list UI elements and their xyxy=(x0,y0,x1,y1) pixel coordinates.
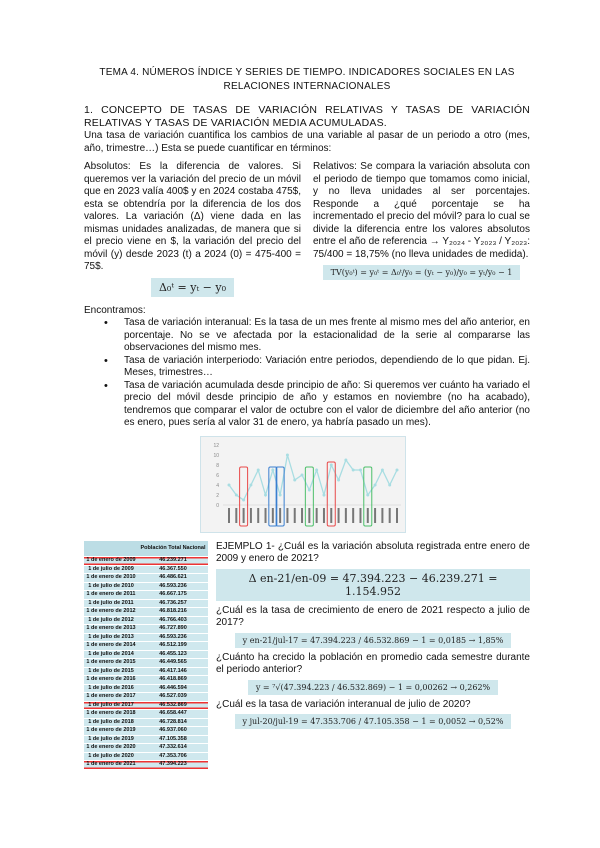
population-cell: 47.332.614 xyxy=(138,744,208,753)
table-row xyxy=(84,718,208,727)
data-point xyxy=(228,483,231,486)
table-header: Población Total Nacional xyxy=(138,541,208,557)
table-row xyxy=(84,574,208,583)
population-cell: 46.446.594 xyxy=(138,684,208,693)
x-tick-label xyxy=(286,508,288,523)
table-row xyxy=(84,693,208,702)
x-tick-label xyxy=(301,508,303,523)
table-row xyxy=(84,752,208,761)
data-point xyxy=(271,468,274,471)
date-cell: 1 de enero de 2010 xyxy=(84,574,138,583)
population-cell: 46.736.257 xyxy=(138,599,208,608)
x-tick-label xyxy=(279,508,281,523)
absolutos-formula: Δ₀ᵗ = yₜ − y₀ xyxy=(151,278,234,297)
population-cell: 47.105.358 xyxy=(138,735,208,744)
date-cell: 1 de julio de 2017 xyxy=(84,701,138,710)
data-point xyxy=(301,473,304,476)
date-cell: 1 de julio de 2010 xyxy=(84,582,138,591)
encontramos-block xyxy=(84,305,530,430)
data-point xyxy=(315,468,318,471)
y-tick-label: 10 xyxy=(213,452,219,459)
table-row xyxy=(84,608,208,617)
population-cell: 46.532.869 xyxy=(138,701,208,710)
two-column-block xyxy=(84,161,530,297)
data-point xyxy=(308,488,311,491)
data-point xyxy=(264,493,267,496)
bullet-interanual: • Tasa de variación interanual: Es la tasa de un mes frente al mismo mes del año anterior, en porcentaje. No se ve afectada por la estacionalidad de la serie al compararse las observaciones del mismo mes. xyxy=(104,317,530,355)
data-point xyxy=(366,493,369,496)
data-point xyxy=(286,453,289,456)
table-row xyxy=(84,616,208,625)
example-4-formula: y jul-20/jul-19 = 47.353.706 / 47.105.358 − 1 = 0,0052 → 0,52% xyxy=(235,714,512,729)
date-cell: 1 de julio de 2009 xyxy=(84,565,138,574)
date-cell: 1 de julio de 2012 xyxy=(84,616,138,625)
data-point xyxy=(381,468,384,471)
date-cell: 1 de enero de 2009 xyxy=(84,557,138,566)
date-cell: 1 de enero de 2014 xyxy=(84,642,138,651)
population-cell: 46.593.236 xyxy=(138,582,208,591)
example-4-question: ¿Cuál es la tasa de variación interanual de julio de 2020? xyxy=(216,698,471,710)
date-cell: 1 de julio de 2018 xyxy=(84,718,138,727)
date-cell: 1 de julio de 2013 xyxy=(84,633,138,642)
x-tick-label xyxy=(243,508,245,523)
x-tick-label xyxy=(330,508,332,523)
example-3-formula: y = ⁷√(47.394.223 / 46.532.869) − 1 = 0,00262 → 0,262% xyxy=(248,680,498,695)
data-point xyxy=(396,468,399,471)
population-cell: 46.367.550 xyxy=(138,565,208,574)
x-tick-label xyxy=(374,508,376,523)
population-cell: 46.449.565 xyxy=(138,659,208,668)
data-point xyxy=(352,468,355,471)
y-tick-label: 6 xyxy=(216,472,219,479)
x-tick-label xyxy=(257,508,259,523)
population-cell: 47.394.223 xyxy=(138,761,208,770)
date-cell: 1 de julio de 2011 xyxy=(84,599,138,608)
table-row xyxy=(84,650,208,659)
line-chart xyxy=(200,436,406,533)
examples-section xyxy=(84,541,530,770)
table-row xyxy=(84,557,208,566)
document-title: TEMA 4. NÚMEROS ÍNDICE Y SERIES DE TIEMPO. INDICADORES SOCIALES EN LAS RELACIONES INTERNACIONALES xyxy=(99,67,515,92)
population-cell: 46.658.447 xyxy=(138,710,208,719)
bullet-interperiodo: • Tasa de variación interperiodo: Variación entre periodos, dependiendo de lo que pidan. Ej. Meses, trimestres… xyxy=(104,355,530,380)
x-tick-label xyxy=(389,508,391,523)
example-1-question: EJEMPLO 1- ¿Cuál es la variación absoluta registrada entre enero de 2009 y enero de 2021? xyxy=(216,540,530,564)
table-row xyxy=(84,599,208,608)
population-cell: 46.667.175 xyxy=(138,591,208,600)
data-point xyxy=(257,468,260,471)
y-tick-label: 8 xyxy=(216,462,219,469)
table-row xyxy=(84,727,208,736)
data-point xyxy=(242,498,245,501)
date-cell: 1 de enero de 2019 xyxy=(84,727,138,736)
y-tick-label: 12 xyxy=(213,442,219,449)
data-point xyxy=(249,483,252,486)
y-tick-label: 4 xyxy=(216,482,219,489)
x-tick-label xyxy=(250,508,252,523)
example-2-formula: y en-21/jul-17 = 47.394.223 / 46.532.869 − 1 = 0,0185 → 1,85% xyxy=(235,633,512,648)
population-cell: 46.937.060 xyxy=(138,727,208,736)
population-cell: 46.417.146 xyxy=(138,667,208,676)
table-row xyxy=(84,701,208,710)
x-tick-label xyxy=(396,508,398,523)
x-tick-label xyxy=(235,508,237,523)
table-row xyxy=(84,676,208,685)
y-tick-label: 0 xyxy=(216,502,219,509)
date-cell: 1 de julio de 2014 xyxy=(84,650,138,659)
relativos-column xyxy=(313,161,530,297)
x-tick-label xyxy=(308,508,310,523)
population-cell: 46.239.271 xyxy=(138,557,208,566)
x-tick-label xyxy=(265,508,267,523)
table-row xyxy=(84,633,208,642)
date-cell: 1 de julio de 2016 xyxy=(84,684,138,693)
population-cell: 46.512.199 xyxy=(138,642,208,651)
y-tick-label: 2 xyxy=(216,492,219,499)
data-point xyxy=(359,468,362,471)
x-tick-label xyxy=(294,508,296,523)
x-tick-label xyxy=(381,508,383,523)
population-cell: 46.418.869 xyxy=(138,676,208,685)
population-cell: 46.728.814 xyxy=(138,718,208,727)
population-cell: 46.486.621 xyxy=(138,574,208,583)
x-tick-label xyxy=(323,508,325,523)
table-row xyxy=(84,667,208,676)
population-table xyxy=(84,541,208,770)
data-point xyxy=(344,458,347,461)
date-cell: 1 de enero de 2017 xyxy=(84,693,138,702)
data-point xyxy=(293,478,296,481)
data-point xyxy=(279,493,282,496)
table-corner xyxy=(84,541,138,557)
table-row xyxy=(84,625,208,634)
date-cell: 1 de enero de 2018 xyxy=(84,710,138,719)
absolutos-paragraph: Absolutos: Es la diferencia de valores. Si queremos ver la variación del precio de un móvil que en 2023 valía 400$ y en 2024 costaba 475$, esta se obtendría por la diferencia de los dos valores. La variación (Δ) viene dada en las mismas unidades analizadas, de manera que si el precio viene en $, la variación del precio del móvil (y) desde 2023 (t) a 2024 (0) = 475-400 = 75$. xyxy=(84,161,301,272)
table-row xyxy=(84,710,208,719)
bullet-acumulada: • Tasa de variación acumulada desde principio de año: Si queremos ver cuánto ha variado el precio del móvil desde principio de año y estamos en noviembre (no ha acabado), tendremos que comparar el valor de octubre con el valor de diciembre del año anterior (no es enero, pues sería al valor 31 de enero, ya habría pasado un mes). xyxy=(104,380,530,430)
example-3-question: ¿Cuánto ha crecido la población en promedio cada semestre durante el periodo anterior? xyxy=(216,651,530,675)
table-row xyxy=(84,659,208,668)
table-row xyxy=(84,761,208,770)
date-cell: 1 de enero de 2013 xyxy=(84,625,138,634)
data-point xyxy=(330,463,333,466)
date-cell: 1 de julio de 2019 xyxy=(84,735,138,744)
population-cell: 46.766.403 xyxy=(138,616,208,625)
x-tick-label xyxy=(338,508,340,523)
table-row xyxy=(84,735,208,744)
section-heading: 1. CONCEPTO DE TASAS DE VARIACIÓN RELATIVAS Y TASAS DE VARIACIÓN RELATIVAS Y TASAS DE VARIACIÓN MEDIA ACUMULADAS. xyxy=(84,104,530,129)
data-point xyxy=(235,493,238,496)
x-tick-label xyxy=(352,508,354,523)
date-cell: 1 de julio de 2020 xyxy=(84,752,138,761)
chart-svg xyxy=(201,437,407,534)
absolutos-column xyxy=(84,161,301,297)
x-tick-label xyxy=(359,508,361,523)
date-cell: 1 de enero de 2015 xyxy=(84,659,138,668)
x-tick-label xyxy=(228,508,230,523)
table-row xyxy=(84,565,208,574)
data-point xyxy=(337,478,340,481)
date-cell: 1 de enero de 2016 xyxy=(84,676,138,685)
date-cell: 1 de enero de 2020 xyxy=(84,744,138,753)
table-row xyxy=(84,642,208,651)
x-tick-label xyxy=(345,508,347,523)
table-row xyxy=(84,591,208,600)
x-tick-label xyxy=(316,508,318,523)
intro-paragraph: Una tasa de variación cuantifica los cambios de una variable al pasar de un periodo a otro (mes, año, trimestre…) Esta se puede cuantificar en términos: xyxy=(84,130,530,154)
date-cell: 1 de enero de 2021 xyxy=(84,761,138,770)
encontramos-label: Encontramos: xyxy=(84,304,146,316)
population-cell: 46.593.236 xyxy=(138,633,208,642)
example-1-formula: Δ en-21/en-09 = 47.394.223 − 46.239.271 = 1.154.952 xyxy=(216,569,530,601)
x-tick-label xyxy=(367,508,369,523)
table-row xyxy=(84,684,208,693)
x-tick-label xyxy=(272,508,274,523)
date-cell: 1 de enero de 2012 xyxy=(84,608,138,617)
population-cell: 46.727.890 xyxy=(138,625,208,634)
data-point xyxy=(374,483,377,486)
population-cell: 46.527.039 xyxy=(138,693,208,702)
table-row xyxy=(84,582,208,591)
examples-column xyxy=(216,541,530,734)
data-point xyxy=(322,493,325,496)
date-cell: 1 de julio de 2015 xyxy=(84,667,138,676)
relativos-paragraph: Relativos: Se compara la variación absoluta con el periodo de tiempo que tomamos como inicial, y no lleva unidades al ser porcentajes. Responde a ¿qué porcentaje se ha incrementado el precio del móvil? para lo cual se divide la diferencia entre los valores absolutos entre el año de referencia → Y₂₀₂₄ - Y₂₀₂₃ / Y₂₀₂₃: 75/400 = 18,75% (no lleva unidades de medida). xyxy=(313,161,530,260)
population-cell: 46.818.216 xyxy=(138,608,208,617)
relativos-formula: TV(y₀ᵗ) = y₀ᵗ = Δ₀ᵗ/y₀ = (yₜ − y₀)/y₀ = yₜ/y₀ − 1 xyxy=(323,265,521,280)
population-cell: 46.455.123 xyxy=(138,650,208,659)
population-cell: 47.353.706 xyxy=(138,752,208,761)
example-2-question: ¿Cuál es la tasa de crecimiento de enero de 2021 respecto a julio de 2017? xyxy=(216,604,530,628)
data-point xyxy=(388,483,391,486)
table-row xyxy=(84,744,208,753)
date-cell: 1 de enero de 2011 xyxy=(84,591,138,600)
